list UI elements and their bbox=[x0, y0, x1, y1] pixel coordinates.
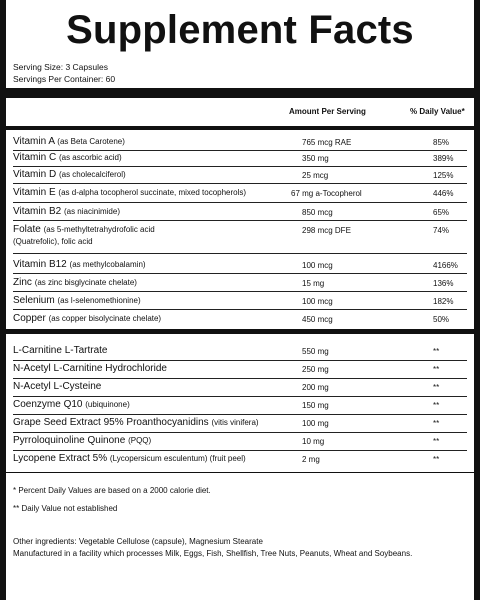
nutrient-dv: 85% bbox=[433, 138, 450, 147]
table-row bbox=[13, 204, 467, 221]
footnote-pdv: * Percent Daily Values are based on a 2000 calorie diet. bbox=[13, 486, 211, 495]
nutrient-name: Vitamin B2 (as niacinimide) bbox=[13, 206, 120, 217]
other-compounds-table bbox=[6, 334, 474, 472]
compound-amount: 100 mg bbox=[302, 419, 329, 428]
ingredients-panel bbox=[6, 531, 474, 600]
table-row bbox=[13, 397, 467, 415]
table-row bbox=[13, 151, 467, 167]
compound-dv: ** bbox=[433, 347, 440, 356]
compound-amount: 150 mg bbox=[302, 401, 329, 410]
nutrient-dv: 136% bbox=[433, 279, 454, 288]
nutrient-name: Vitamin D (as cholecalciferol) bbox=[13, 169, 126, 180]
nutrient-name: Selenium (as l-selenomethionine) bbox=[13, 295, 141, 306]
table-row bbox=[13, 361, 467, 379]
compound-dv: ** bbox=[433, 455, 440, 464]
nutrient-table bbox=[6, 98, 474, 329]
servings-per-container: Servings Per Container: 60 bbox=[13, 74, 116, 84]
nutrient-amount: 450 mcg bbox=[302, 315, 333, 324]
footnote-not-established: ** Daily Value not established bbox=[13, 504, 118, 513]
nutrient-dv: 50% bbox=[433, 315, 450, 324]
compound-amount: 2 mg bbox=[302, 455, 320, 464]
nutrient-amount: 100 mcg bbox=[302, 297, 333, 306]
table-row bbox=[13, 275, 467, 292]
compound-name: N-Acetyl L-Cysteine bbox=[13, 381, 102, 392]
nutrient-dv: 182% bbox=[433, 297, 454, 306]
table-row bbox=[13, 415, 467, 433]
nutrient-dv: 4166% bbox=[433, 261, 458, 270]
nutrient-dv: 74% bbox=[433, 226, 450, 235]
nutrient-amount: 350 mg bbox=[302, 154, 329, 163]
nutrient-amount: 15 mg bbox=[302, 279, 325, 288]
compound-amount: 550 mg bbox=[302, 347, 329, 356]
table-row bbox=[13, 379, 467, 397]
table-row bbox=[13, 222, 467, 254]
nutrient-dv: 125% bbox=[433, 171, 454, 180]
nutrient-dv: 389% bbox=[433, 154, 454, 163]
nutrient-amount: 765 mcg RAE bbox=[302, 138, 352, 147]
nutrient-amount: 100 mcg bbox=[302, 261, 333, 270]
amount-header: Amount Per Serving bbox=[289, 107, 366, 116]
nutrient-name: Zinc (as zinc bisglycinate chelate) bbox=[13, 277, 137, 288]
nutrient-amount: 298 mcg DFE bbox=[302, 226, 351, 235]
table-row bbox=[13, 293, 467, 310]
nutrient-dv: 65% bbox=[433, 208, 450, 217]
dv-header: % Daily Value* bbox=[410, 107, 465, 116]
compound-name: N-Acetyl L-Carnitine Hydrochloride bbox=[13, 363, 167, 374]
compound-name: Grape Seed Extract 95% Proanthocyanidins (vitis vinifera) bbox=[13, 417, 259, 428]
nutrient-amount: 850 mcg bbox=[302, 208, 333, 217]
compound-dv: ** bbox=[433, 437, 440, 446]
compound-name: Lycopene Extract 5% (Lycopersicum esculentum) (fruit peel) bbox=[13, 453, 246, 464]
compound-amount: 10 mg bbox=[302, 437, 325, 446]
page-title: Supplement Facts bbox=[66, 8, 414, 52]
compound-name: Coenzyme Q10 (ubiquinone) bbox=[13, 399, 130, 410]
compound-dv: ** bbox=[433, 383, 440, 392]
compound-dv: ** bbox=[433, 401, 440, 410]
table-row bbox=[13, 433, 467, 451]
compound-dv: ** bbox=[433, 419, 440, 428]
compound-amount: 200 mg bbox=[302, 383, 329, 392]
compound-amount: 250 mg bbox=[302, 365, 329, 374]
compound-name: L-Carnitine L-Tartrate bbox=[13, 345, 108, 356]
footnotes bbox=[6, 473, 474, 533]
nutrient-name: Vitamin C (as ascorbic acid) bbox=[13, 152, 122, 163]
nutrient-name: Vitamin E (as d-alpha tocopherol succinate, mixed tocopherols) bbox=[13, 187, 247, 198]
serving-size: Serving Size: 3 Capsules bbox=[13, 62, 108, 72]
table-row bbox=[13, 168, 467, 184]
table-row bbox=[13, 451, 467, 468]
nutrient-name: Vitamin B12 (as methylcobalamin) bbox=[13, 259, 146, 270]
table-row bbox=[13, 185, 467, 203]
header-panel bbox=[6, 0, 474, 88]
other-ingredients: Other ingredients: Vegetable Cellulose (capsule), Magnesium Stearate bbox=[13, 537, 263, 546]
header-rule bbox=[6, 126, 474, 130]
table-row bbox=[13, 343, 467, 361]
table-row bbox=[13, 135, 467, 151]
table-row bbox=[13, 255, 467, 274]
nutrient-dv: 446% bbox=[433, 189, 454, 198]
nutrient-name: Copper (as copper bisolycinate chelate) bbox=[13, 313, 162, 324]
compound-name: Pyrroloquinoline Quinone (PQQ) bbox=[13, 435, 152, 446]
nutrient-name: Vitamin A (as Beta Carotene) bbox=[13, 136, 125, 147]
nutrient-amount: 67 mg a-Tocopherol bbox=[291, 189, 362, 198]
table-row bbox=[13, 311, 467, 327]
nutrient-name: Folate (as 5-methyltetrahydrofolic acid (Quatrefolic), folic acid bbox=[13, 224, 155, 246]
allergen-statement: Manufactured in a facility which processes Milk, Eggs, Fish, Shellfish, Tree Nuts, Peanuts, Wheat and Soybeans. bbox=[13, 549, 413, 558]
compound-dv: ** bbox=[433, 365, 440, 374]
nutrient-amount: 25 mcg bbox=[302, 171, 329, 180]
